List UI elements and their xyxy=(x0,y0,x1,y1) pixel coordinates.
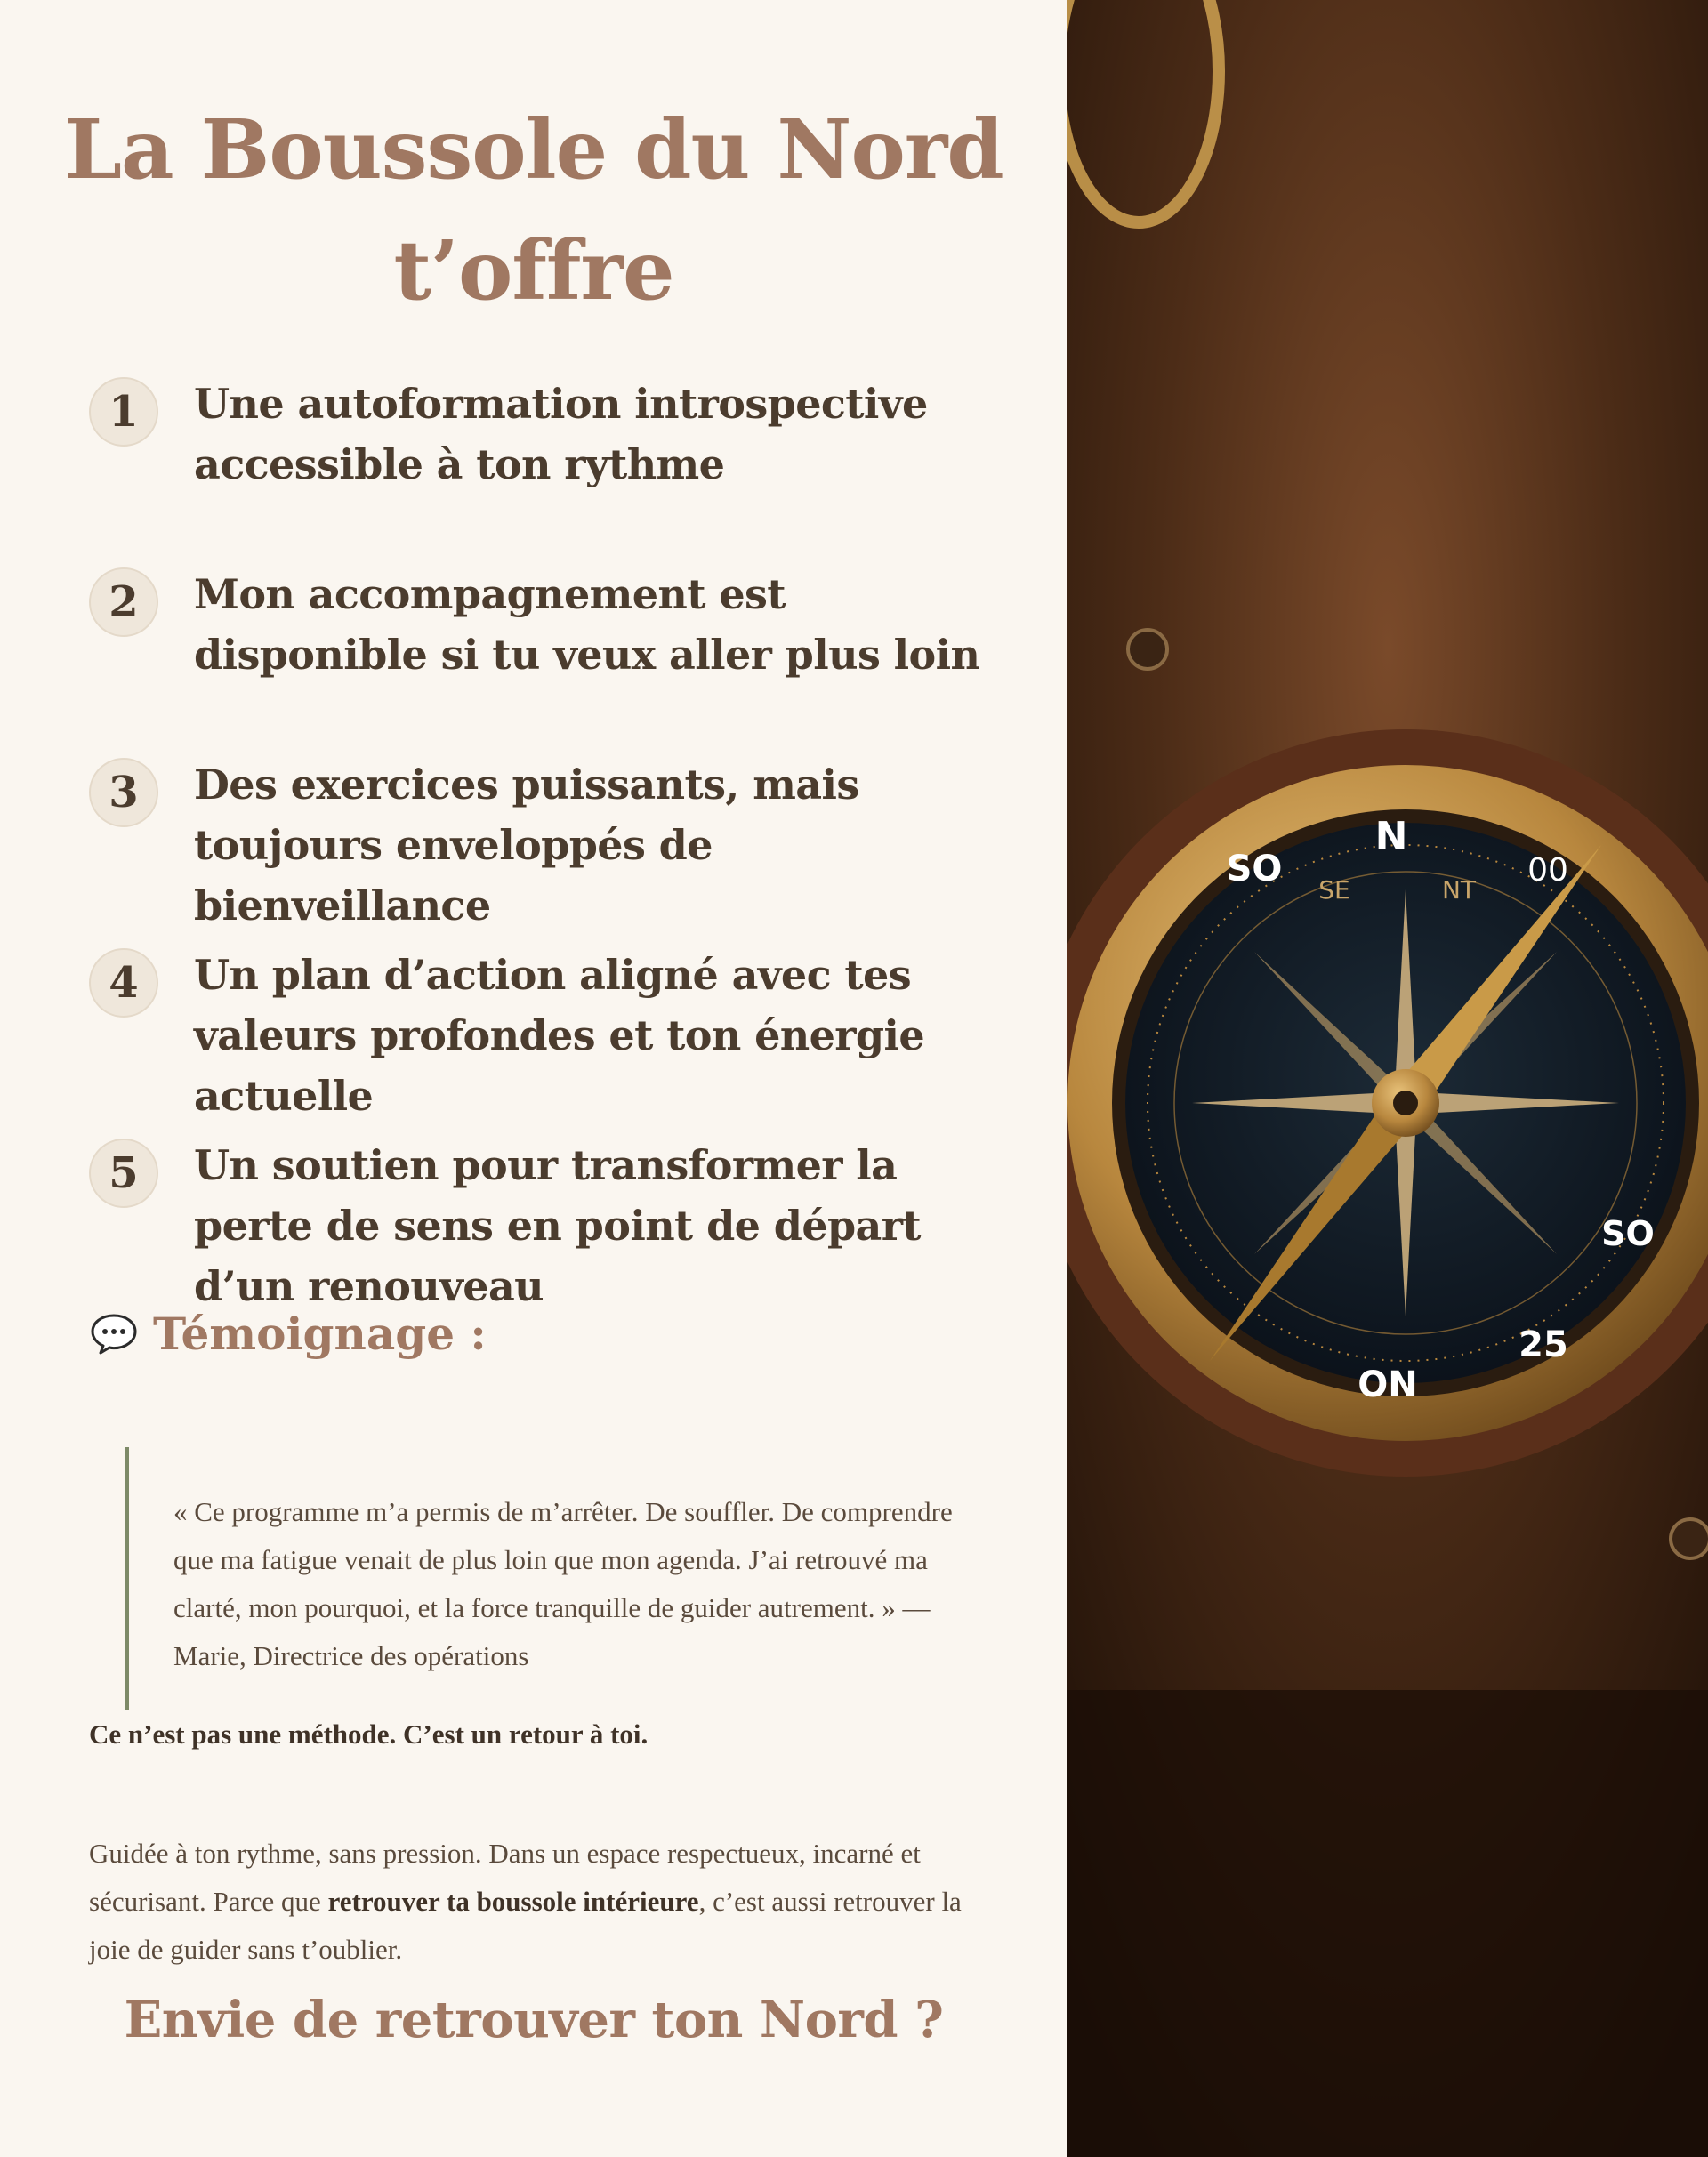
benefit-text: Une autoformation introspective accessible à ton rythme xyxy=(194,380,928,488)
list-item xyxy=(89,945,996,1135)
testimonial-heading-text: Témoignage : xyxy=(153,1308,487,1360)
testimonial-quote-text: « Ce programme m’a permis de m’arrêter. De souffler. De comprendre que ma fatigue venait de plus loin que mon agenda. J’ai retrouvé ma clarté, mon pourquoi, et la force tranquille de guider autrement. » — Marie, Directrice des opérations xyxy=(173,1496,953,1671)
call-to-action-heading: Envie de retrouver ton Nord ? xyxy=(124,1991,944,2049)
page-title: La Boussole du Nord t’offre xyxy=(64,101,1003,318)
number-badge: 1 xyxy=(89,377,158,447)
compass-label-00: 00 xyxy=(1527,852,1568,889)
number-badge: 3 xyxy=(89,758,158,827)
compass-label-nt: NT xyxy=(1441,875,1477,905)
statement-text: Ce n’est pas une méthode. C’est un retour à toi. xyxy=(89,1718,649,1750)
compass-label-25: 25 xyxy=(1519,1324,1568,1365)
number-badge: 5 xyxy=(89,1139,158,1208)
testimonial-quote xyxy=(125,1447,979,1710)
number-badge: 2 xyxy=(89,567,158,637)
list-item xyxy=(89,564,996,754)
speech-bubble-icon xyxy=(89,1312,139,1356)
compass-label-so: SO xyxy=(1226,849,1283,889)
paragraph-text: Guidée à ton rythme, sans pression. Dans un espace respectueux, incarné et sécurisant. Parce que xyxy=(89,1838,921,1917)
compass-label-on: ON xyxy=(1358,1364,1418,1405)
benefit-text: Des exercices puissants, mais toujours enveloppés de bienveillance xyxy=(194,761,859,930)
compass-label-se: SE xyxy=(1318,875,1350,905)
list-item xyxy=(89,1135,996,1325)
paragraph-emphasis: retrouver ta boussole intérieure xyxy=(327,1886,699,1917)
description-paragraph xyxy=(89,1830,996,1974)
number-badge: 4 xyxy=(89,948,158,1018)
compass-illustration xyxy=(1068,0,1708,2157)
paragraph-text-end: , c’est aussi retrouver la joie de guider sans t’oublier. xyxy=(89,1886,962,1965)
testimonial-heading xyxy=(89,1308,487,1360)
compass-label-so-2: SO xyxy=(1601,1214,1655,1253)
benefit-text: Un soutien pour transformer la perte de sens en point de départ d’un renouveau xyxy=(194,1141,922,1310)
benefit-text: Un plan d’action aligné avec tes valeurs profondes et ton énergie actuelle xyxy=(194,951,925,1120)
benefits-list xyxy=(89,374,996,1325)
list-item xyxy=(89,374,996,564)
compass-photo xyxy=(1068,0,1708,2157)
list-item xyxy=(89,754,996,945)
compass-label-n: N xyxy=(1374,814,1408,859)
benefit-text: Mon accompagnement est disponible si tu veux aller plus loin xyxy=(194,570,980,679)
